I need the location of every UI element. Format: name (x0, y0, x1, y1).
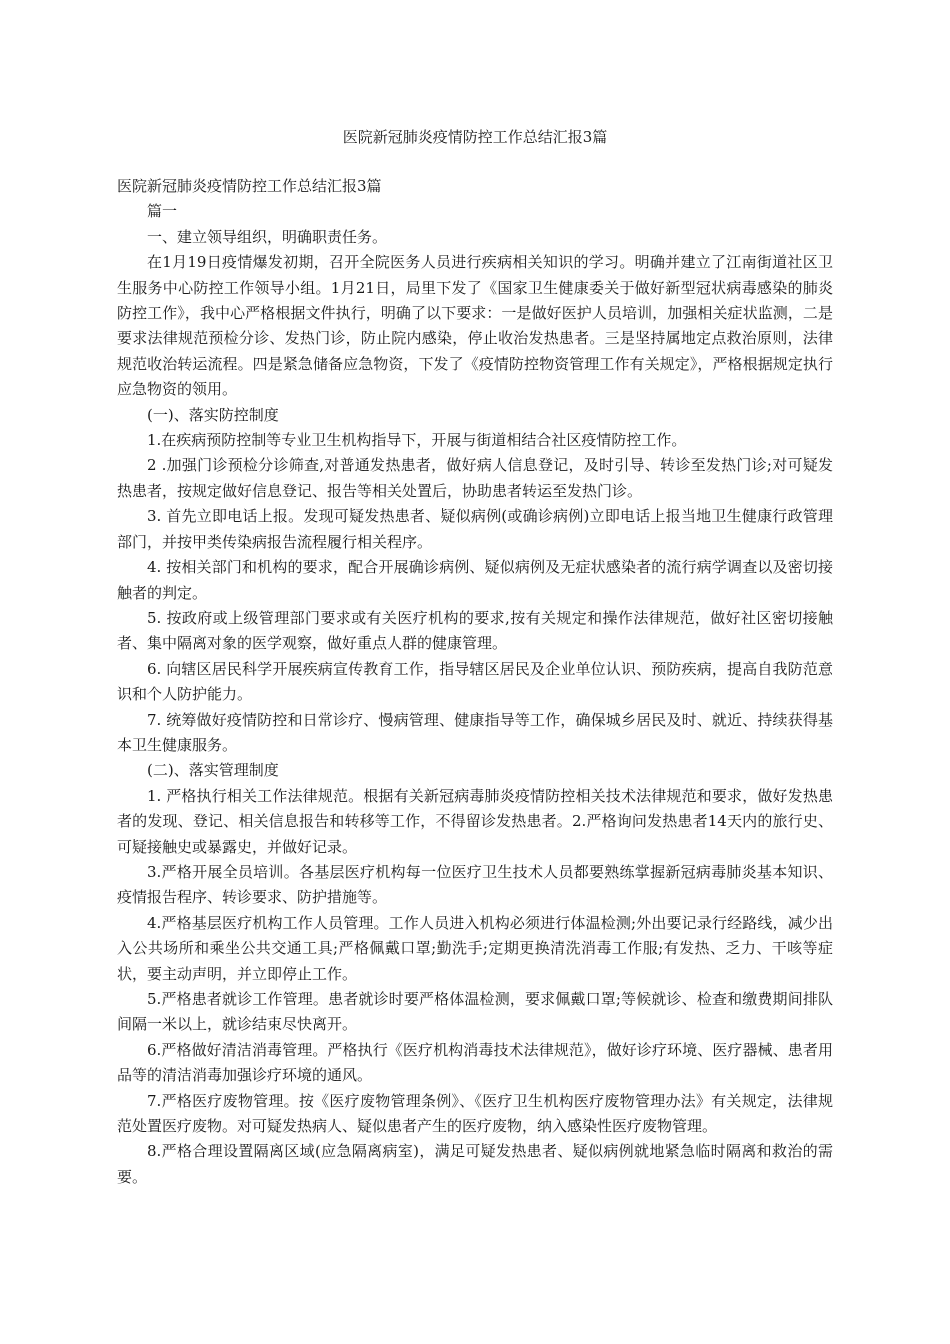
paragraph: 在1月19日疫情爆发初期，召开全院医务人员进行疾病相关知识的学习。明确并建立了江南街道社区卫生服务中心防控工作领导小组。1月21日，局里下发了《国家卫生健康委关于做好新型冠状病毒感染的肺炎防控工作》，我中心严格根据文件执行，明确了以下要求：一是做好医护人员培训，加强相关症状监测，二是要求法律规范预检分诊、发热门诊，防止院内感染，停止收治发热患者。三是坚持属地定点救治原则，法律规范收治转运流程。四是紧急储备应急物资，下发了《疫情防控物资管理工作有关规定》，严格根据规定执行应急物资的领用。 (117, 253, 833, 399)
paragraph: 5.严格患者就诊工作管理。患者就诊时要严格体温检测，要求佩戴口罩;等候就诊、检查和缴费期间排队间隔一米以上，就诊结束尽快离开。 (117, 990, 833, 1034)
paragraph: (二)、落实管理制度 (147, 761, 279, 780)
paragraph: 7. 统筹做好疫情防控和日常诊疗、慢病管理、健康指导等工作，确保城乡居民及时、就近、持续获得基本卫生健康服务。 (117, 710, 833, 754)
paragraph: 3.严格开展全员培训。各基层医疗机构每一位医疗卫生技术人员都要熟练掌握新冠病毒肺炎基本知识、疫情报告程序、转诊要求、防护措施等。 (117, 862, 833, 907)
paragraph: 1. 严格执行相关工作法律规范。根据有关新冠病毒肺炎疫情防控相关技术法律规范和要求，做好发热患者的发现、登记、相关信息报告和转移等工作，不得留诊发热患者。2.严格询问发热患者14天内的旅行史、可疑接触史或暴露史，并做好记录。 (117, 786, 833, 856)
paragraph: 6. 向辖区居民科学开展疾病宣传教育工作，指导辖区居民及企业单位认识、预防疾病，提高自我防范意识和个人防护能力。 (117, 659, 833, 704)
document-body (117, 174, 833, 1190)
document-title: 医院新冠肺炎疫情防控工作总结汇报3篇 (342, 128, 608, 146)
paragraph: 7.严格医疗废物管理。按《医疗废物管理条例》、《医疗卫生机构医疗废物管理办法》有关规定，法律规范处置医疗废物。对可疑发热病人、疑似患者产生的医疗废物，纳入感染性医疗废物管理。 (117, 1091, 833, 1136)
paragraph: 5. 按政府或上级管理部门要求或有关医疗机构的要求,按有关规定和操作法律规范，做好社区密切接触者、集中隔离对象的医学观察，做好重点人群的健康管理。 (117, 608, 833, 653)
paragraph: 2 .加强门诊预检分诊筛查,对普通发热患者，做好病人信息登记，及时引导、转诊至发热门诊;对可疑发热患者，按规定做好信息登记、报告等相关处置后，协助患者转运至发热门诊。 (117, 456, 833, 500)
paragraph: 篇一 (147, 202, 178, 221)
paragraph: 6.严格做好清洁消毒管理。严格执行《医疗机构消毒技术法律规范》，做好诊疗环境、医疗器械、患者用品等的清洁消毒加强诊疗环境的通风。 (117, 1040, 833, 1085)
paragraph: 医院新冠肺炎疫情防控工作总结汇报3篇 (117, 177, 382, 195)
paragraph: 8.严格合理设置隔离区域(应急隔离病室)，满足可疑发热患者、疑似病例就地紧急临时隔离和救治的需要。 (117, 1142, 833, 1186)
paragraph: 一、建立领导组织，明确职责任务。 (147, 227, 388, 246)
paragraph: (一)、落实防控制度 (147, 405, 279, 424)
paragraph: 3. 首先立即电话上报。发现可疑发热患者、疑似病例(或确诊病例)立即电话上报当地卫生健康行政管理部门，并按甲类传染病报告流程履行相关程序。 (117, 507, 833, 551)
paragraph: 1.在疾病预防控制等专业卫生机构指导下，开展与街道相结合社区疫情防控工作。 (147, 431, 687, 450)
paragraph: 4. 按相关部门和机构的要求，配合开展确诊病例、疑似病例及无症状感染者的流行病学调查以及密切接触者的判定。 (117, 558, 833, 602)
paragraph: 4.严格基层医疗机构工作人员管理。工作人员进入机构必须进行体温检测;外出要记录行经路线，减少出入公共场所和乘坐公共交通工具;严格佩戴口罩;勤洗手;定期更换清洗消毒工作服;有发热、乏力、干咳等症状，要主动声明，并立即停止工作。 (117, 913, 833, 983)
